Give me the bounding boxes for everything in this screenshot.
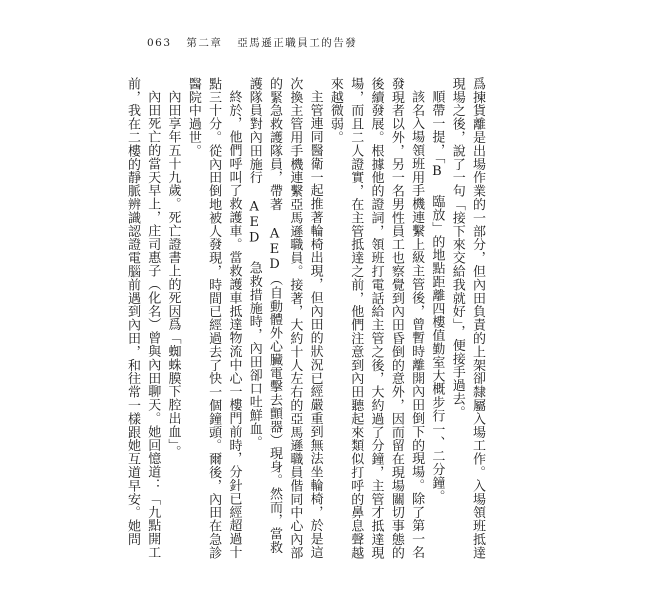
paragraph: 主管連同醫衛一起推著輪椅出現，但內田的狀況已經嚴重到無法坐輪椅，於是這次換主管用手機連繫亞馬遜職員。接著，大約十人左右的亞馬遜職員偕同中心內部的緊急救護隊員，帶著 AED（自動體外心臟電擊去顫器）現身。然而，當救護隊員對內田施行 AED 急救措施時，內田卻口吐鮮血。 bbox=[246, 77, 323, 560]
paragraph: 內田死亡的當天早上，庄司惠子（化名）曾與內田聊天。她回憶道：「九點開工前，我在二樓的靜脈辨識認證電腦前遇到內田，和往常一樣跟她互道早安。她問 bbox=[124, 77, 161, 559]
paragraph: 內田享年五十九歲。死亡證書上的死因爲「蜘蛛膜下腔出血」。 bbox=[165, 90, 181, 459]
paragraph: 順帶一提，「B 臨放」的地點距離四樓值勤室大概步行一、二分鐘。 bbox=[429, 90, 445, 503]
running-header bbox=[147, 35, 357, 50]
paragraph: 該名入場領班用手機連繫上級主管後，曾暫時離開內田倒下的現場。除了第一名發現者以外，另一名男性員工也察覺到內田昏倒的意外，因而留在現場關切事態的後續發展。根據他的證詞，領班打電話給主管之後，大約過了分鐘，主管才抵達現場，而且二人證實，在主管抵達之前，他們注意到內田聽起來類似打呼的鼻息聲越來越微弱。 bbox=[327, 77, 425, 560]
paragraph: 終於，他們呼叫了救護車。當救護車抵達物流中心一樓門前時，分針已經超過十點三十分。從內田倒地被人發現，時間已經過去了快一個鐘頭。爾後，內田在急診醫院中過世。 bbox=[185, 77, 242, 560]
page-number: 063 bbox=[147, 37, 172, 49]
paragraph: 爲揀貨離是出場作業的一部分，但內田負責的上架卻隸屬入場工作。入場領班抵達現場之後，說了一句「接下來交給我就好」，便接手過去。 bbox=[449, 77, 485, 560]
body-text bbox=[124, 77, 487, 567]
chapter-label: 第二章 bbox=[186, 37, 223, 49]
chapter-title: 亞馬遜正職員工的告發 bbox=[237, 37, 358, 49]
